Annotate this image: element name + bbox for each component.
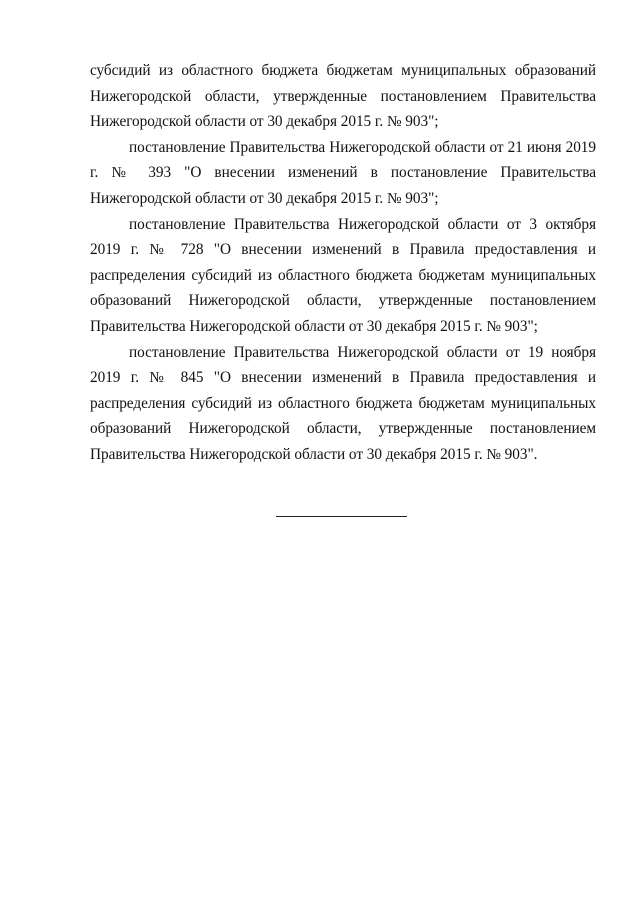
paragraph-resolution-845: постановление Правительства Нижегородской области от 19 ноября 2019 г. № 845 "О внесении изменений в Правила предоставления и распределения субсидий из областного бюджета бюджетам муниципальных образований Нижегородской области, утвержденные постановлением Правительства Нижегородской области от 30 декабря 2015 г. № 903".: [90, 343, 596, 463]
document-body: [90, 58, 596, 468]
paragraph-resolution-728: постановление Правительства Нижегородской области от 3 октября 2019 г. № 728 "О внесении изменений в Правила предоставления и распределения субсидий из областного бюджета бюджетам муниципальных образований Нижегородской области, утвержденные постановлением Правительства Нижегородской области от 30 декабря 2015 г. № 903";: [90, 215, 596, 335]
paragraph-continuation: субсидий из областного бюджета бюджетам муниципальных образований Нижегородской области, утвержденные постановлением Правительства Нижегородской области от 30 декабря 2015 г. № 903";: [90, 62, 596, 131]
end-separator-line: [276, 516, 407, 517]
paragraph-resolution-393: постановление Правительства Нижегородской области от 21 июня 2019 г. № 393 "О внесении изменений в постановление Правительства Нижегородской области от 30 декабря 2015 г. № 903";: [90, 138, 596, 207]
